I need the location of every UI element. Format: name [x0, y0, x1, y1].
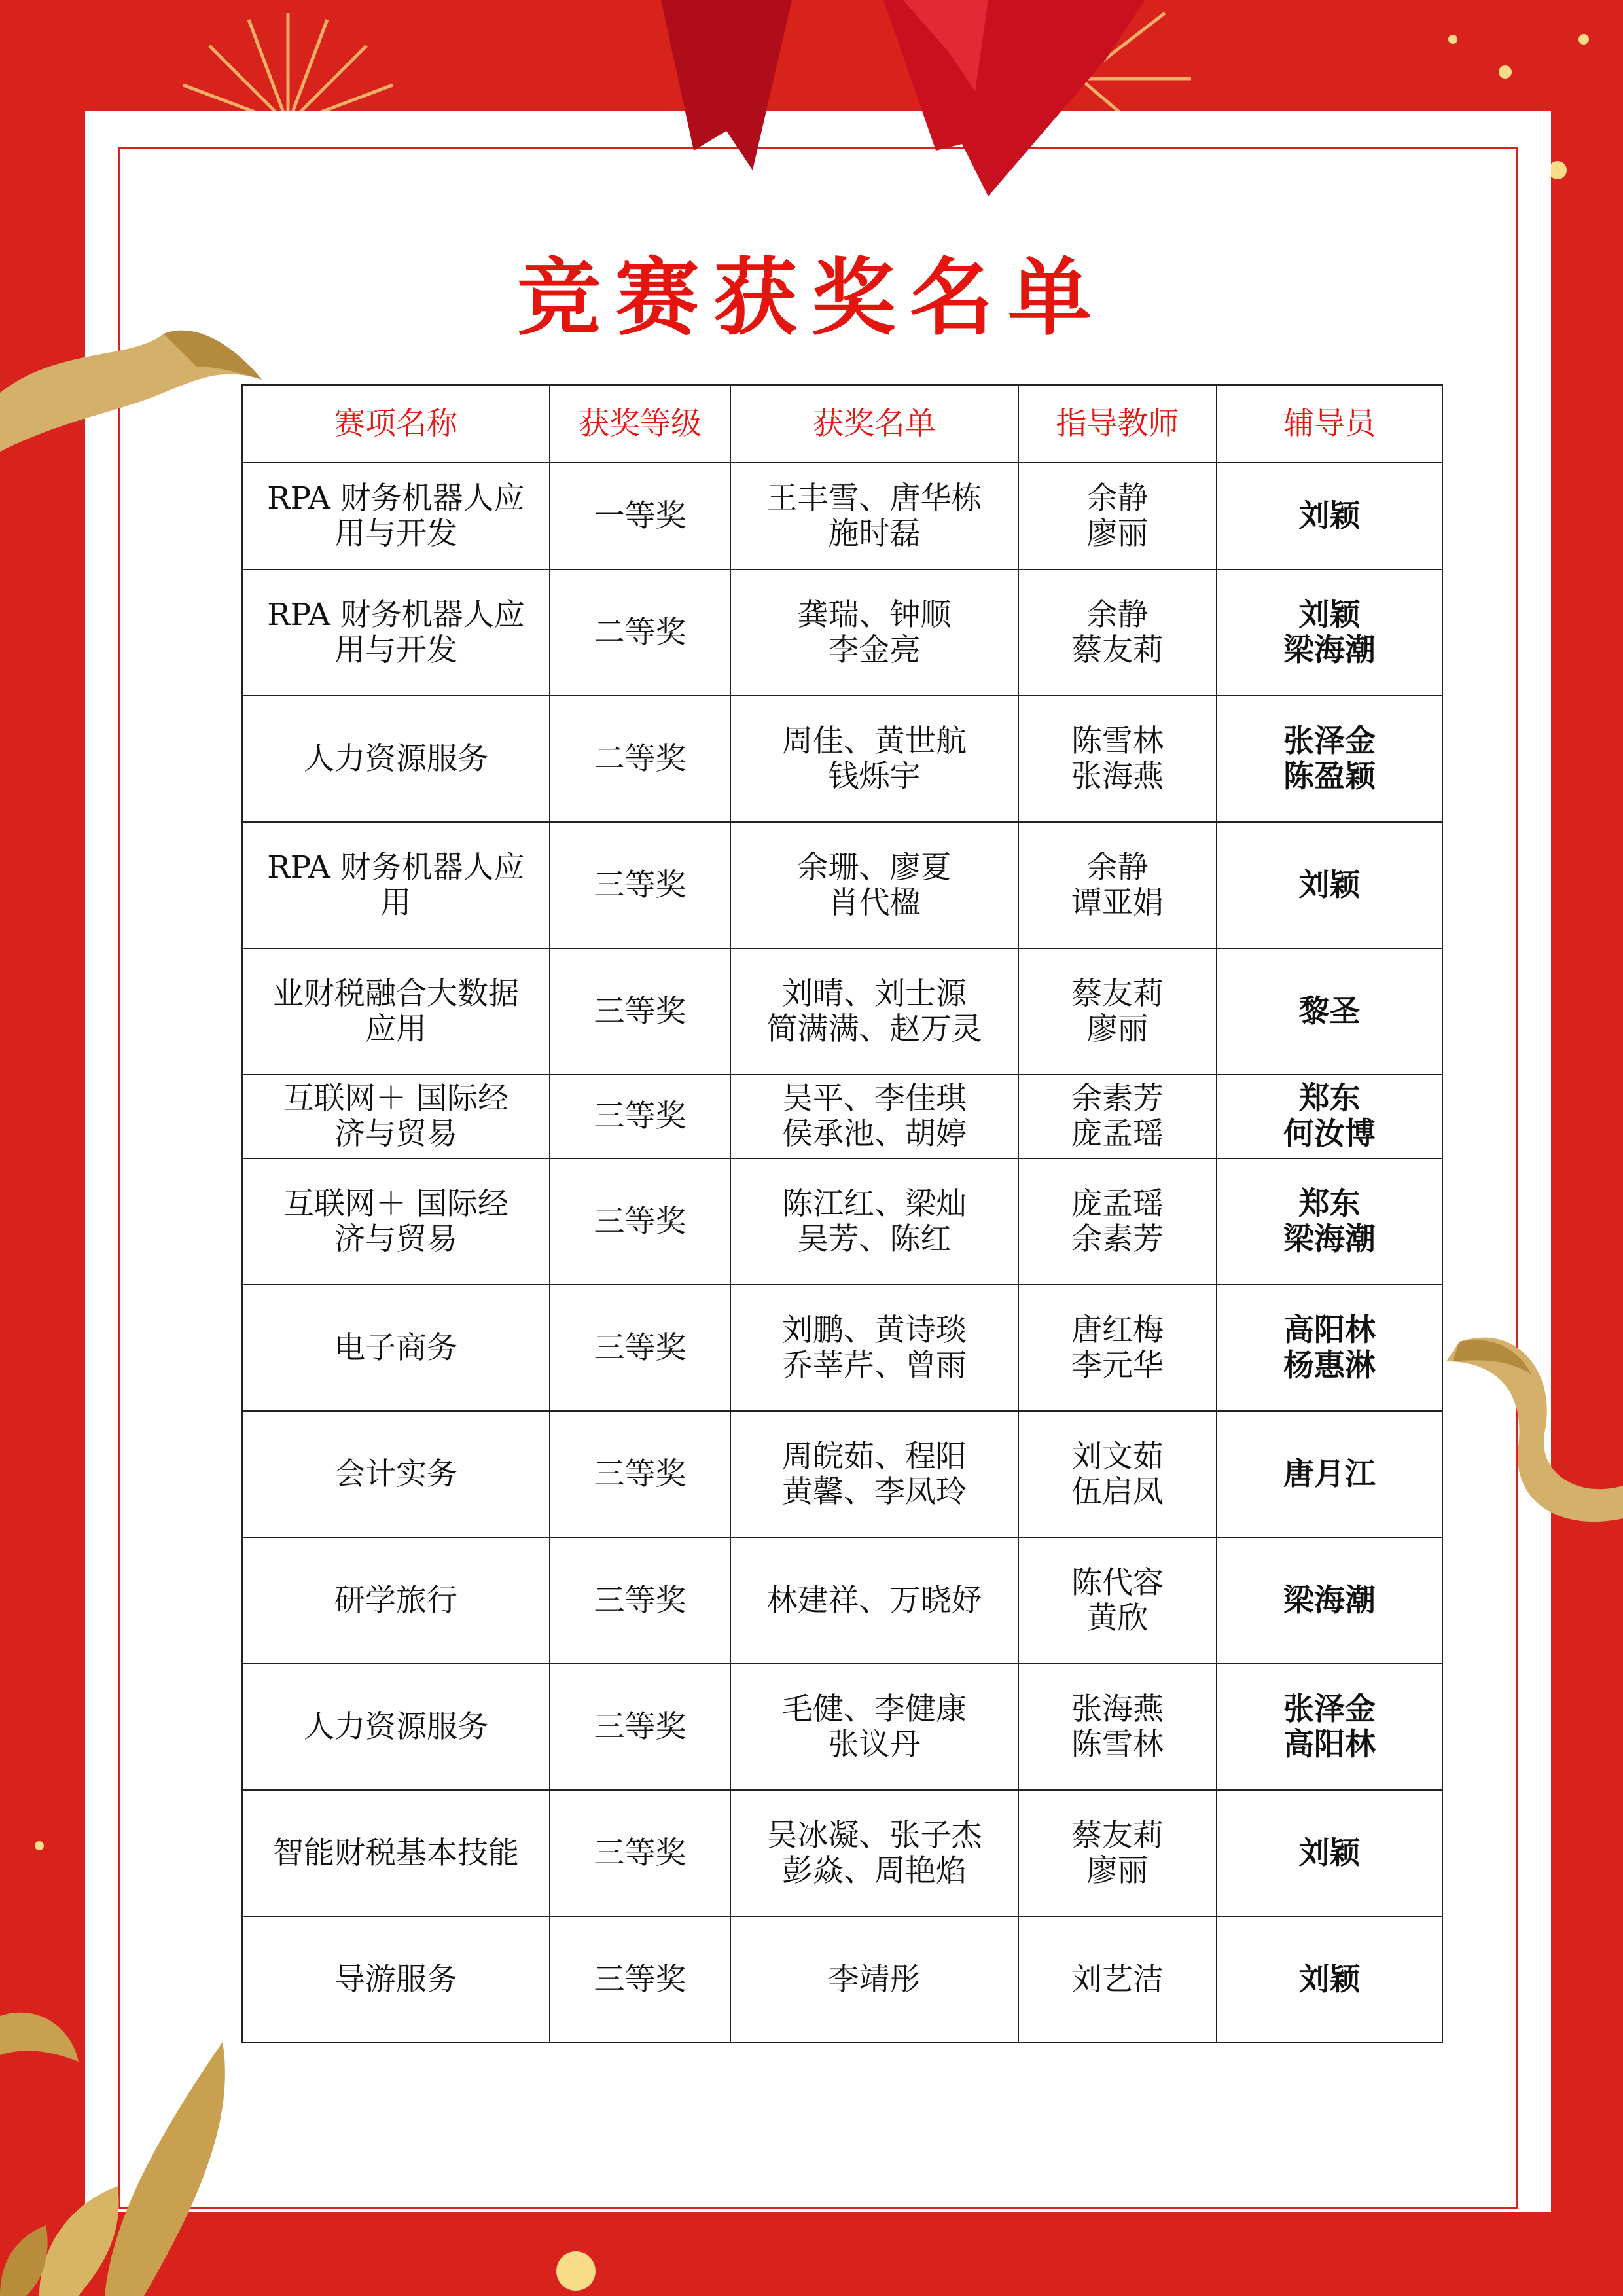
header-event: 赛项名称	[242, 385, 550, 463]
table-row	[242, 948, 1442, 1075]
winners-cell	[730, 569, 1018, 696]
table-row	[242, 1664, 1442, 1790]
teachers-line: 廖丽	[1086, 1852, 1149, 1889]
winners-cell	[730, 1075, 1018, 1158]
counselors-line: 郑东	[1298, 1185, 1361, 1222]
event-line: 人力资源服务	[304, 740, 488, 777]
counselors-cell	[1217, 1158, 1442, 1285]
header-teachers: 指导教师	[1018, 385, 1217, 463]
table-row	[242, 696, 1442, 822]
event-cell	[242, 696, 550, 822]
teachers-cell	[1018, 1537, 1217, 1664]
teachers-line: 张海燕	[1071, 1691, 1164, 1727]
teachers-line: 蔡友莉	[1071, 1817, 1164, 1854]
winners-line: 陈江红、梁灿	[782, 1185, 967, 1222]
counselors-cell	[1217, 1790, 1442, 1916]
teachers-line: 陈雪林	[1071, 723, 1164, 759]
teachers-line: 余静	[1086, 849, 1149, 886]
winners-line: 王丰雪、唐华栋	[766, 480, 982, 516]
teachers-cell	[1018, 1285, 1217, 1411]
winners-cell	[730, 1664, 1018, 1790]
level-cell	[550, 463, 730, 569]
teachers-cell	[1018, 696, 1217, 822]
event-line: 会计实务	[334, 1456, 457, 1492]
winners-cell	[730, 1916, 1018, 2043]
counselors-cell	[1217, 948, 1442, 1075]
counselors-cell	[1217, 1411, 1442, 1537]
event-line: 互联网＋ 国际经	[283, 1185, 508, 1222]
level-cell	[550, 1075, 730, 1158]
event-cell	[242, 1075, 550, 1158]
counselors-cell	[1217, 1916, 1442, 2043]
winners-cell	[730, 1411, 1018, 1537]
teachers-cell	[1018, 822, 1217, 948]
event-line: 业财税融合大数据	[273, 975, 519, 1012]
table-row	[242, 1158, 1442, 1285]
event-cell	[242, 1537, 550, 1664]
teachers-line: 李元华	[1071, 1347, 1164, 1384]
counselors-line: 刘颖	[1298, 867, 1361, 903]
teachers-line: 庞孟瑶	[1071, 1185, 1164, 1222]
level-line: 三等奖	[594, 1708, 687, 1745]
level-line: 三等奖	[594, 867, 687, 903]
header-counselors: 辅导员	[1217, 385, 1442, 463]
level-cell	[550, 1664, 730, 1790]
counselors-line: 刘颖	[1298, 1961, 1361, 1998]
table-row	[242, 1411, 1442, 1537]
counselors-cell	[1217, 1075, 1442, 1158]
level-line: 三等奖	[594, 1456, 687, 1492]
event-line: 用	[380, 884, 412, 921]
winners-line: 刘鹏、黄诗琰	[782, 1312, 967, 1348]
teachers-line: 刘文茹	[1071, 1438, 1164, 1475]
level-line: 二等奖	[594, 740, 687, 777]
counselors-line: 黎圣	[1298, 993, 1361, 1030]
level-cell	[550, 1916, 730, 2043]
event-line: 电子商务	[334, 1329, 457, 1366]
teachers-line: 张海燕	[1071, 758, 1164, 795]
teachers-line: 谭亚娟	[1071, 884, 1164, 921]
winners-cell	[730, 696, 1018, 822]
teachers-cell	[1018, 1916, 1217, 2043]
table-body	[242, 463, 1442, 2043]
counselors-cell	[1217, 1537, 1442, 1664]
event-line: 智能财税基本技能	[273, 1835, 519, 1871]
table-row	[242, 822, 1442, 948]
event-line: 用与开发	[334, 632, 457, 668]
table-row	[242, 1537, 1442, 1664]
teachers-line: 黄欣	[1086, 1600, 1149, 1636]
winners-cell	[730, 1158, 1018, 1285]
counselors-line: 刘颖	[1298, 1835, 1361, 1871]
level-cell	[550, 948, 730, 1075]
winners-cell	[730, 1285, 1018, 1411]
event-cell	[242, 1916, 550, 2043]
winners-line: 林建祥、万晓妤	[766, 1582, 982, 1619]
table-row	[242, 1285, 1442, 1411]
event-line: 应用	[365, 1011, 427, 1047]
level-line: 三等奖	[594, 1835, 687, 1871]
level-line: 二等奖	[594, 614, 687, 651]
event-cell	[242, 1664, 550, 1790]
event-line: RPA 财务机器人应	[267, 480, 525, 516]
winners-cell	[730, 1790, 1018, 1916]
winners-line: 乔莘芹、曾雨	[782, 1347, 967, 1384]
event-line: 用与开发	[334, 515, 457, 552]
level-cell	[550, 1790, 730, 1916]
winners-line: 吴冰凝、张子杰	[766, 1817, 982, 1854]
awards-table	[241, 384, 1443, 2043]
teachers-cell	[1018, 1075, 1217, 1158]
teachers-cell	[1018, 1158, 1217, 1285]
event-line: RPA 财务机器人应	[267, 596, 525, 633]
winners-line: 简满满、赵万灵	[766, 1011, 982, 1047]
event-line: 济与贸易	[334, 1116, 457, 1152]
counselors-line: 何汝博	[1283, 1116, 1376, 1152]
level-line: 一等奖	[594, 497, 687, 534]
header-winners: 获奖名单	[730, 385, 1018, 463]
event-cell	[242, 1790, 550, 1916]
teachers-line: 余静	[1086, 480, 1149, 516]
gold-ribbon-right-icon	[1446, 1322, 1623, 1532]
red-ribbon-icon	[622, 0, 1158, 209]
teachers-line: 余素芳	[1071, 1221, 1164, 1257]
page-title: 竞赛获奖名单	[516, 249, 1106, 347]
teachers-cell	[1018, 1664, 1217, 1790]
counselors-cell	[1217, 1664, 1442, 1790]
event-cell	[242, 822, 550, 948]
teachers-line: 伍启凤	[1071, 1473, 1164, 1510]
table-row	[242, 569, 1442, 696]
level-cell	[550, 1537, 730, 1664]
winners-cell	[730, 463, 1018, 569]
counselors-cell	[1217, 569, 1442, 696]
counselors-line: 杨惠淋	[1283, 1347, 1376, 1384]
teachers-line: 陈代容	[1071, 1564, 1164, 1601]
counselors-cell	[1217, 1285, 1442, 1411]
winners-line: 周佳、黄世航	[782, 723, 967, 759]
winners-line: 侯承池、胡婷	[782, 1116, 967, 1152]
level-line: 三等奖	[594, 1098, 687, 1134]
winners-line: 彭焱、周艳焰	[782, 1852, 967, 1889]
table-row	[242, 463, 1442, 569]
event-line: RPA 财务机器人应	[267, 849, 525, 886]
level-cell	[550, 569, 730, 696]
winners-line: 张议丹	[828, 1726, 921, 1763]
winners-line: 余珊、廖夏	[797, 849, 952, 886]
winners-cell	[730, 1537, 1018, 1664]
winners-line: 钱烁宇	[828, 758, 921, 795]
event-cell	[242, 948, 550, 1075]
counselors-cell	[1217, 463, 1442, 569]
event-line: 互联网＋ 国际经	[283, 1081, 508, 1117]
winners-line: 肖代楹	[828, 884, 921, 921]
teachers-line: 庞孟瑶	[1071, 1116, 1164, 1152]
counselors-line: 高阳林	[1283, 1312, 1376, 1348]
counselors-line: 刘颖	[1298, 596, 1361, 633]
teachers-line: 唐红梅	[1071, 1312, 1164, 1348]
event-cell	[242, 1285, 550, 1411]
counselors-cell	[1217, 696, 1442, 822]
teachers-line: 刘艺洁	[1071, 1961, 1164, 1998]
winners-line: 龚瑞、钟顺	[797, 596, 952, 633]
counselors-line: 梁海潮	[1283, 1221, 1376, 1257]
level-cell	[550, 1158, 730, 1285]
event-line: 人力资源服务	[304, 1708, 488, 1745]
teachers-cell	[1018, 569, 1217, 696]
table-row	[242, 1075, 1442, 1158]
winners-line: 毛健、李健康	[782, 1691, 967, 1727]
counselors-line: 梁海潮	[1283, 632, 1376, 668]
level-cell	[550, 1285, 730, 1411]
teachers-line: 廖丽	[1086, 1011, 1149, 1047]
winners-line: 李金亮	[828, 632, 921, 668]
level-line: 三等奖	[594, 993, 687, 1030]
teachers-cell	[1018, 948, 1217, 1075]
winners-cell	[730, 822, 1018, 948]
winners-line: 施时磊	[828, 515, 921, 552]
level-line: 三等奖	[594, 1961, 687, 1998]
counselors-line: 梁海潮	[1283, 1582, 1376, 1619]
counselors-cell	[1217, 822, 1442, 948]
table-header-row	[242, 385, 1442, 463]
table-row	[242, 1916, 1442, 2043]
level-line: 三等奖	[594, 1329, 687, 1366]
level-line: 三等奖	[594, 1203, 687, 1240]
teachers-line: 陈雪林	[1071, 1726, 1164, 1763]
counselors-line: 刘颖	[1298, 497, 1361, 534]
level-cell	[550, 822, 730, 948]
teachers-line: 余静	[1086, 596, 1149, 633]
winners-line: 黄馨、李凤玲	[782, 1473, 967, 1510]
counselors-line: 陈盈颖	[1283, 758, 1376, 795]
level-line: 三等奖	[594, 1582, 687, 1619]
teachers-cell	[1018, 1411, 1217, 1537]
winners-line: 吴平、李佳琪	[782, 1081, 967, 1117]
teachers-line: 余素芳	[1071, 1081, 1164, 1117]
winners-line: 李靖彤	[828, 1961, 921, 1998]
counselors-line: 张泽金	[1283, 723, 1376, 759]
winners-line: 吴芳、陈红	[797, 1221, 952, 1257]
teachers-line: 蔡友莉	[1071, 975, 1164, 1012]
counselors-line: 唐月江	[1283, 1456, 1376, 1492]
level-cell	[550, 696, 730, 822]
teachers-cell	[1018, 463, 1217, 569]
level-cell	[550, 1411, 730, 1537]
winners-line: 周皖茹、程阳	[782, 1438, 967, 1475]
teachers-line: 蔡友莉	[1071, 632, 1164, 668]
gold-leaves-icon	[0, 1990, 275, 2296]
teachers-line: 廖丽	[1086, 515, 1149, 552]
event-cell	[242, 569, 550, 696]
table-row	[242, 1790, 1442, 1916]
event-cell	[242, 1411, 550, 1537]
header-level: 获奖等级	[550, 385, 730, 463]
event-line: 研学旅行	[334, 1582, 457, 1619]
counselors-line: 张泽金	[1283, 1691, 1376, 1727]
event-cell	[242, 463, 550, 569]
counselors-line: 高阳林	[1283, 1726, 1376, 1763]
winners-line: 刘晴、刘士源	[782, 975, 967, 1012]
event-line: 导游服务	[334, 1961, 457, 1998]
counselors-line: 郑东	[1298, 1081, 1361, 1117]
winners-cell	[730, 948, 1018, 1075]
event-line: 济与贸易	[334, 1221, 457, 1257]
teachers-cell	[1018, 1790, 1217, 1916]
event-cell	[242, 1158, 550, 1285]
